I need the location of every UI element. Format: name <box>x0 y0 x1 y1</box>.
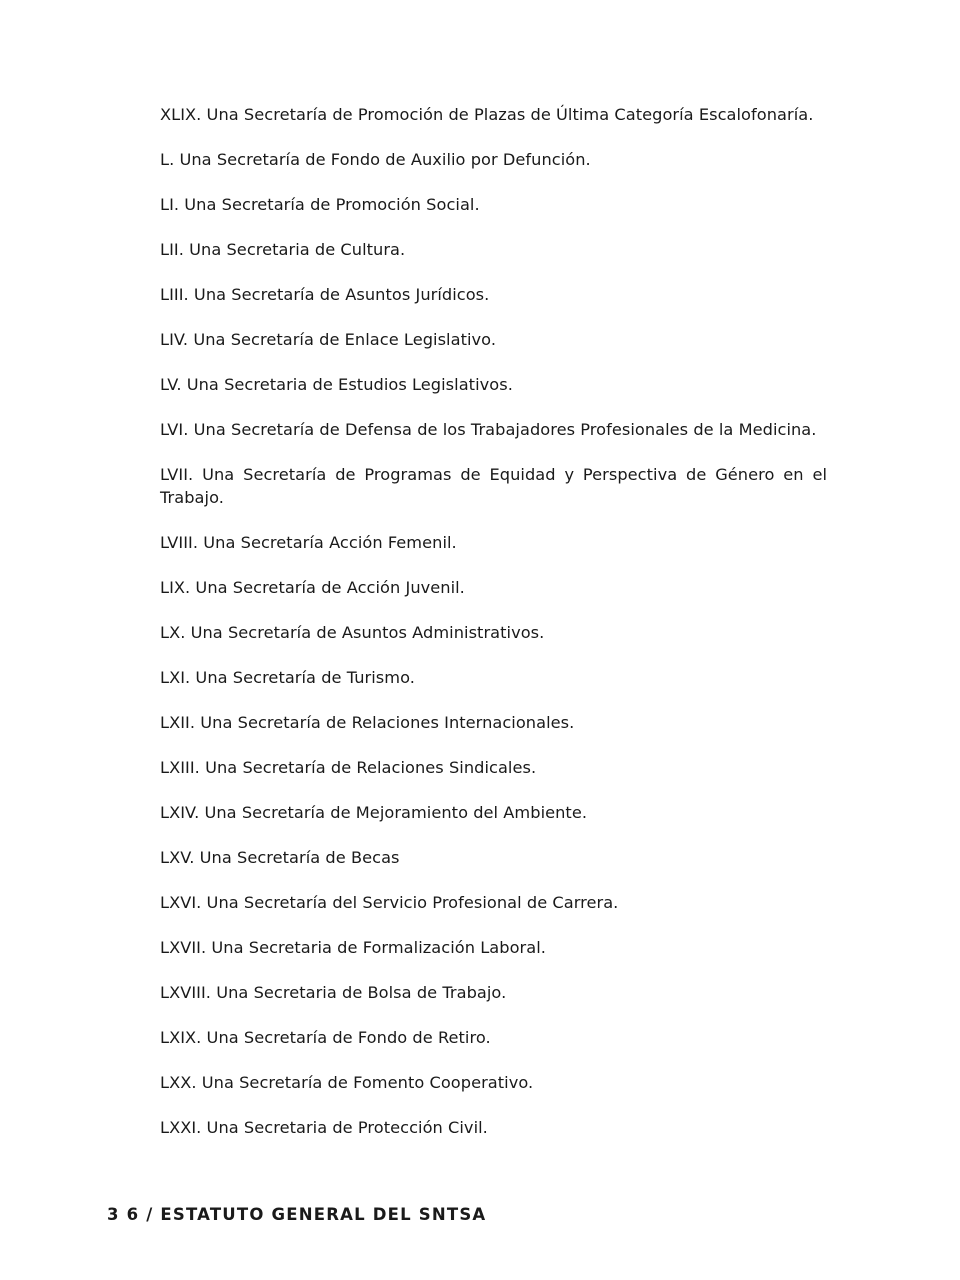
list-item: LXX. Una Secretaría de Fomento Cooperativo. <box>160 1073 534 1092</box>
list-item: LXIV. Una Secretaría de Mejoramiento del Ambiente. <box>160 803 588 822</box>
list-item: LV. Una Secretaria de Estudios Legislativos. <box>160 375 513 394</box>
list-item: LVIII. Una Secretaría Acción Femenil. <box>160 533 457 552</box>
page-footer: 3 6 / ESTATUTO GENERAL DEL SNTSA <box>107 1205 487 1224</box>
list-item: LXII. Una Secretaría de Relaciones Internacionales. <box>160 713 575 732</box>
list-item: LXVI. Una Secretaría del Servicio Profesional de Carrera. <box>160 893 619 912</box>
list-item: L. Una Secretaría de Fondo de Auxilio por Defunción. <box>160 150 591 169</box>
list-item: LIII. Una Secretaría de Asuntos Jurídicos. <box>160 285 490 304</box>
list-item: LVII. Una Secretaría de Programas de Equidad y Perspectiva de Género en el Trabajo. <box>160 465 827 507</box>
list-item: LX. Una Secretaría de Asuntos Administrativos. <box>160 623 545 642</box>
list-item: LI. Una Secretaría de Promoción Social. <box>160 195 480 214</box>
list-item: LXXI. Una Secretaria de Protección Civil. <box>160 1118 488 1137</box>
list-item: LXIII. Una Secretaría de Relaciones Sindicales. <box>160 758 537 777</box>
list-item: LXVIII. Una Secretaria de Bolsa de Trabajo. <box>160 983 507 1002</box>
list-item: XLIX. Una Secretaría de Promoción de Plazas de Última Categoría Escalofonaría. <box>160 105 814 124</box>
document-body <box>160 103 827 1161</box>
list-item: LVI. Una Secretaría de Defensa de los Trabajadores Profesionales de la Medicina. <box>160 420 817 439</box>
list-item: LII. Una Secretaria de Cultura. <box>160 240 406 259</box>
list-item: LXV. Una Secretaría de Becas <box>160 848 400 867</box>
list-item: LIX. Una Secretaría de Acción Juvenil. <box>160 578 465 597</box>
list-item: LXVII. Una Secretaria de Formalización Laboral. <box>160 938 546 957</box>
list-item: LXI. Una Secretaría de Turismo. <box>160 668 415 687</box>
list-item: LXIX. Una Secretaría de Fondo de Retiro. <box>160 1028 491 1047</box>
list-item: LIV. Una Secretaría de Enlace Legislativo. <box>160 330 497 349</box>
